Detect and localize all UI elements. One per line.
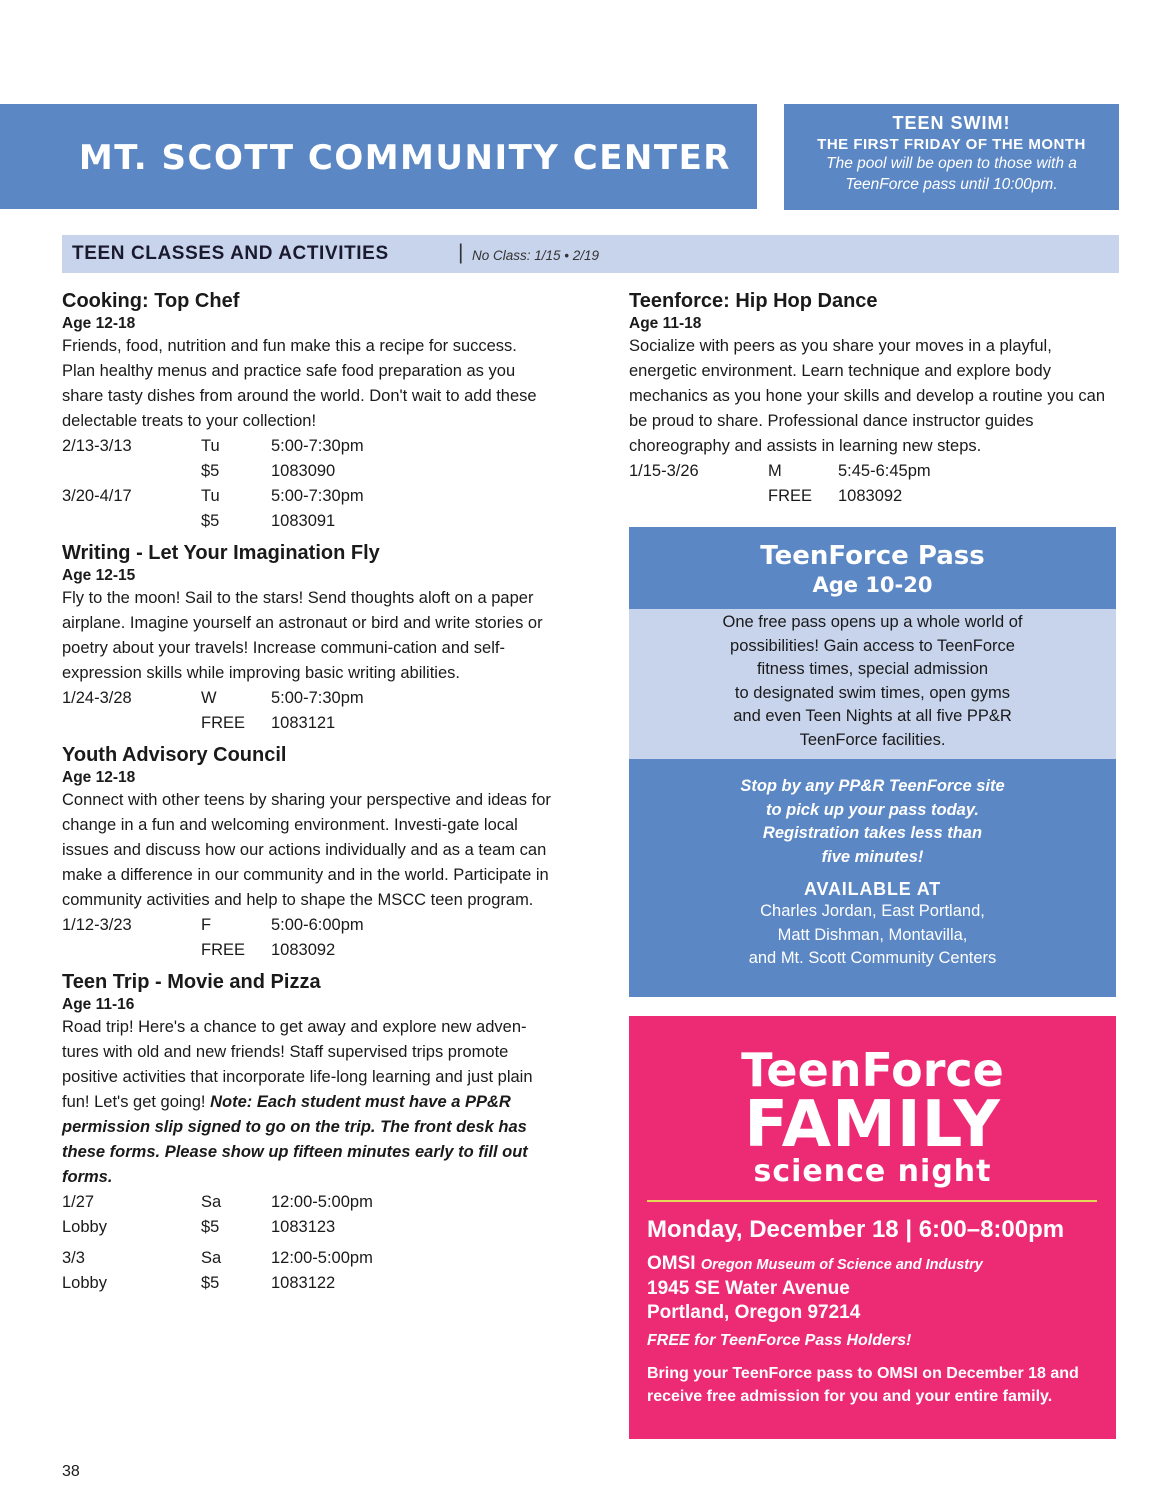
pass-footer (629, 759, 1116, 997)
schedule-location: Lobby (62, 1218, 107, 1236)
family-title-line1: TeenForce (741, 1043, 1004, 1097)
pass-stop-line: Stop by any PP&R TeenForce site (740, 777, 1005, 795)
teen-swim-subtitle: THE FIRST FRIDAY OF THE MONTH (817, 136, 1086, 153)
class-age: Age 12-18 (62, 769, 136, 786)
schedule-time: 5:00-7:30pm (271, 437, 364, 455)
pass-title: TeenForce Pass (760, 541, 985, 571)
class-age: Age 12-15 (62, 567, 136, 584)
event-date: Monday, December 18 | 6:00–8:00pm (647, 1216, 1065, 1243)
class-description: Fly to the moon! Sail to the stars! Send thoughts aloft on a paper airplane. Imagine yourself an astronaut or bird and write stories or poetry about your travels! Increase communi-cation and self-expression skills while improving basic writing abilities. (62, 589, 543, 682)
schedule-row (629, 459, 1119, 484)
schedule-time: 5:00-6:00pm (271, 916, 364, 934)
class-title: Cooking: Top Chef (62, 290, 240, 312)
class-description-text: Road trip! Here's a chance to get away and explore new adven-tures with old and new friends! Staff supervised trips promote positive activities that incorporate life-long learning and just plain fun! Let's get going! (62, 1018, 533, 1111)
free-admission-note: FREE for TeenForce Pass Holders! (647, 1332, 912, 1349)
pass-body-line: TeenForce facilities. (799, 730, 946, 749)
section-separator: | (458, 241, 464, 264)
schedule-code: 1083121 (271, 714, 336, 732)
schedule-date (62, 459, 201, 484)
class-age: Age 11-18 (629, 315, 702, 332)
schedule-row (62, 459, 554, 484)
schedule-row (62, 484, 554, 509)
schedule-row (62, 1190, 554, 1215)
schedule-code: 1083092 (838, 487, 903, 505)
pass-site-line: Matt Dishman, Montavilla, (777, 925, 968, 944)
schedule-date: 3/3 (62, 1249, 85, 1267)
schedule-date (62, 509, 201, 534)
venue-address-1: 1945 SE Water Avenue (647, 1278, 850, 1299)
schedule-fee: $5 (201, 1218, 220, 1236)
venue-address-2: Portland, Oregon 97214 (647, 1302, 861, 1323)
teen-swim-note-2: TeenForce pass until 10:00pm. (845, 176, 1058, 193)
left-column (62, 288, 554, 1302)
page-number: 38 (62, 1463, 80, 1480)
venue-full-name: Oregon Museum of Science and Industry (700, 1257, 983, 1273)
schedule-row (62, 1246, 554, 1271)
pass-stop-line: five minutes! (821, 847, 924, 866)
schedule-code: 1083092 (271, 941, 336, 959)
schedule-day: M (768, 462, 782, 480)
teen-swim-box (784, 104, 1119, 210)
pass-body-line: and even Teen Nights at all five PP&R (733, 707, 1012, 725)
class-title: Teen Trip - Movie and Pizza (62, 971, 321, 993)
family-title-line3: science night (753, 1154, 992, 1189)
family-divider (647, 1200, 1097, 1202)
schedule-time: 5:00-7:30pm (271, 689, 364, 707)
schedule-time: 5:00-7:30pm (271, 487, 364, 505)
class-writing (62, 540, 554, 736)
schedule-time: 12:00-5:00pm (271, 1193, 373, 1211)
section-bar (62, 235, 1119, 273)
class-description: Connect with other teens by sharing your perspective and ideas for change in a fun and welcoming environment. Investi-gate local issues and discuss how our actions individually and as a team can make a difference in our community and in the world. Participate in community activities and help to shape the MSCC teen program. (62, 791, 551, 909)
schedule-date: 2/13-3/13 (62, 437, 132, 455)
teen-swim-note-1: The pool will be open to those with a (826, 155, 1077, 172)
venue-name: OMSI (647, 1253, 696, 1274)
family-title-line2: FAMILY (744, 1088, 1001, 1162)
class-teen-trip (62, 969, 554, 1296)
page-title: MT. SCOTT COMMUNITY CENTER (78, 138, 731, 178)
teen-swim-title: TEEN SWIM! (892, 113, 1011, 133)
schedule-date (62, 938, 201, 963)
class-note: Note: Each student must have a PP&R permission slip signed to go on the trip. The front desk has these forms. Please show up fifteen minutes early to fill out forms. (62, 1093, 528, 1186)
schedule-row (62, 711, 554, 736)
schedule-day: Sa (201, 1249, 222, 1267)
schedule-fee: FREE (768, 487, 813, 505)
class-age: Age 12-18 (62, 315, 136, 332)
schedule-day: Tu (201, 437, 220, 455)
pass-stop-line: to pick up your pass today. (765, 800, 979, 819)
class-title: Writing - Let Your Imagination Fly (62, 542, 380, 564)
pass-body-line: fitness times, special admission (756, 660, 989, 678)
pass-body-line: possibilities! Gain access to TeenForce (730, 636, 1015, 655)
schedule-fee: $5 (201, 512, 220, 530)
schedule-date: 1/15-3/26 (629, 462, 699, 480)
schedule-code: 1083090 (271, 462, 336, 480)
schedule-date (629, 484, 768, 509)
no-class-dates: No Class: 1/15 • 2/19 (472, 248, 600, 263)
pass-body-line: to designated swim times, open gyms (734, 683, 1011, 702)
schedule-date: 1/12-3/23 (62, 916, 132, 934)
schedule-date (62, 711, 201, 736)
pass-site-line: Charles Jordan, East Portland, (760, 902, 985, 920)
schedule-time: 5:45-6:45pm (838, 462, 931, 480)
pass-age: Age 10-20 (812, 573, 933, 597)
schedule-day: F (201, 916, 212, 934)
schedule-row (62, 686, 554, 711)
schedule-date: 1/24-3/28 (62, 689, 132, 707)
schedule-day: W (201, 689, 217, 707)
available-at-title: AVAILABLE AT (804, 879, 941, 899)
schedule-row (62, 913, 554, 938)
schedule-time: 12:00-5:00pm (271, 1249, 373, 1267)
event-location (647, 1252, 983, 1325)
section-title: TEEN CLASSES AND ACTIVITIES (72, 243, 389, 264)
pass-stop-line: Registration takes less than (762, 824, 983, 842)
schedule-day: Tu (201, 487, 220, 505)
family-science-night-box (629, 1016, 1116, 1439)
page-header (0, 104, 757, 209)
right-column (629, 288, 1119, 515)
schedule-code: 1083123 (271, 1218, 336, 1236)
schedule-fee: $5 (201, 1274, 220, 1292)
schedule-row (62, 938, 554, 963)
schedule-row (62, 1215, 554, 1240)
schedule-fee: $5 (201, 462, 220, 480)
schedule-day: Sa (201, 1193, 222, 1211)
class-hip-hop (629, 288, 1119, 509)
bring-pass-note: Bring your TeenForce pass to OMSI on December 18 and receive free admission for you and your entire family. (647, 1365, 1079, 1405)
class-cooking (62, 288, 554, 534)
pass-description (629, 609, 1116, 759)
class-age: Age 11-16 (62, 996, 135, 1013)
pass-body-line: One free pass opens up a whole world of (722, 613, 1023, 631)
schedule-code: 1083122 (271, 1274, 336, 1292)
schedule-fee: FREE (201, 941, 246, 959)
pass-header (629, 527, 1116, 609)
schedule-date: 3/20-4/17 (62, 487, 132, 505)
class-title: Youth Advisory Council (62, 744, 287, 766)
class-description (62, 1015, 554, 1190)
pass-site-line: and Mt. Scott Community Centers (748, 949, 997, 967)
class-description: Socialize with peers as you share your moves in a playful, energetic environment. Learn technique and explore body mechanics as you hone your skills and develop a routine you can be proud to share. Professional dance instructor guides choreography and assists in learning new steps. (629, 337, 1106, 455)
class-description: Friends, food, nutrition and fun make this a recipe for success. Plan healthy menus and practice safe food preparation as you share tasty dishes from around the world. Don't wait to add these delectable treats to your collection! (62, 337, 537, 430)
teenforce-pass-box (629, 527, 1116, 997)
schedule-location: Lobby (62, 1274, 107, 1292)
schedule-row (629, 484, 1119, 509)
schedule-row (62, 1271, 554, 1296)
schedule-date: 1/27 (62, 1193, 95, 1211)
class-youth-council (62, 742, 554, 963)
schedule-row (62, 434, 554, 459)
schedule-row (62, 509, 554, 534)
schedule-fee: FREE (201, 714, 246, 732)
class-title: Teenforce: Hip Hop Dance (629, 290, 878, 312)
schedule-code: 1083091 (271, 512, 336, 530)
